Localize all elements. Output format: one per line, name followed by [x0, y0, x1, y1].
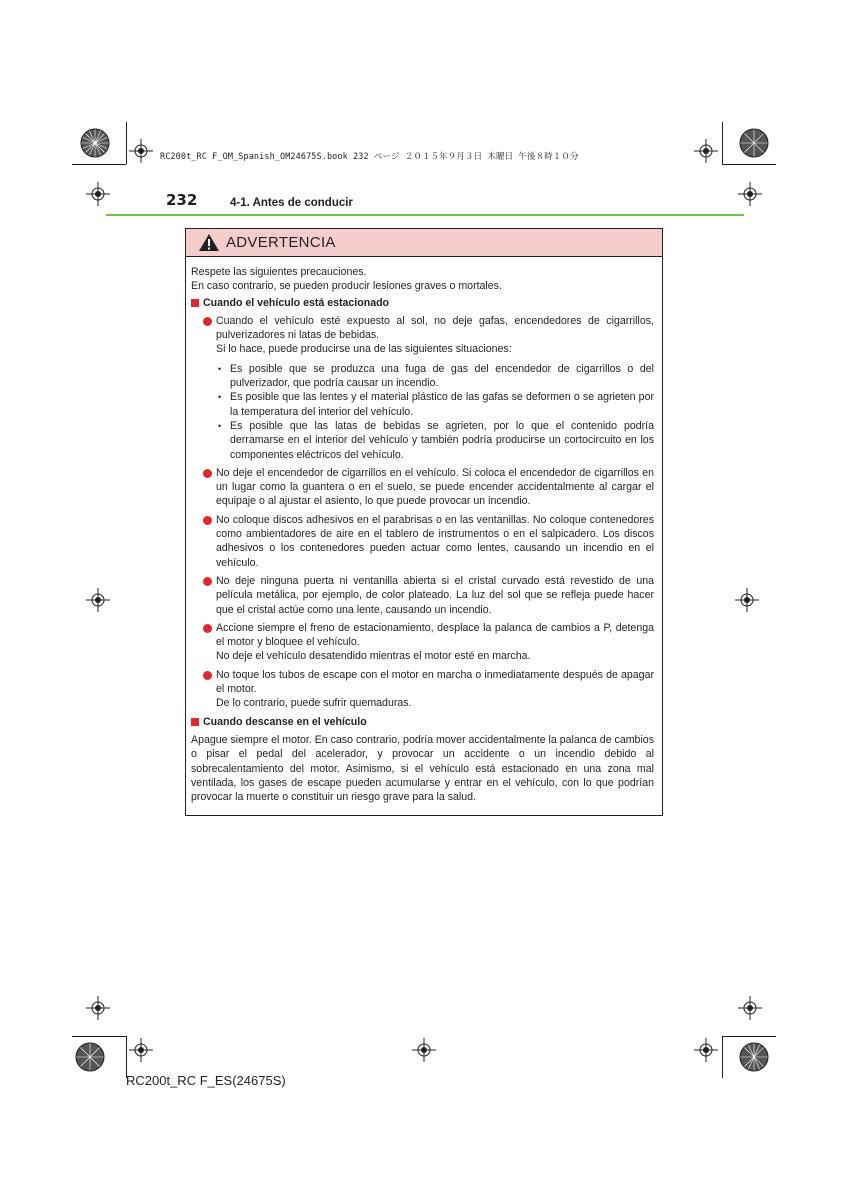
crop-line: [126, 122, 127, 164]
intro-line: En caso contrario, se pueden producir lesiones graves o mortales.: [191, 280, 502, 293]
registration-mark-icon: [86, 996, 110, 1020]
sub-item-text: Es posible que las lentes y el material plástico de las gafas se deformen o se agrieten por la temperatura del interior del vehículo.: [230, 391, 654, 418]
registration-mark-icon: [694, 1038, 718, 1062]
sub-list: [216, 362, 654, 462]
crop-line: [722, 1036, 723, 1078]
list-item: [203, 668, 654, 711]
list-item: [203, 574, 654, 617]
crop-line: [126, 1036, 127, 1078]
item-text: No toque los tubos de escape con el motor en marcha o inmediatamente después de apagar el motor.: [216, 668, 654, 696]
registration-mark-icon: [86, 588, 110, 612]
circle-bullet-icon: [203, 577, 212, 586]
print-header: RC200t_RC F_OM_Spanish_OM24675S.book 232 ページ ２０１５年９月３日 木曜日 午後８時１０分: [160, 152, 579, 162]
item-text: No deje ninguna puerta ni ventanilla abierta si el cristal curvado está revestido de una película metálica, por ejemplo, de color plateado. La luz del sol que se refleja puede hacer que el cristal actúe como una lente, causando un incendio.: [216, 574, 654, 616]
registration-mark-icon: [412, 1038, 436, 1062]
warning-box: [185, 228, 663, 816]
color-wheel-icon: [739, 1042, 769, 1072]
list-item: [203, 621, 654, 664]
subheading-text: Cuando descanse en el vehículo: [203, 715, 367, 728]
item-followup: Si lo hace, puede producirse una de las siguientes situaciones:: [216, 343, 512, 356]
item-text: No coloque discos adhesivos en el parabrisas o en las ventanillas. No coloque contenedores como ambientadores de aire en el tablero de instrumentos o en el salpicadero. Los discos adhesivos o los contenedores pueden actuar como lentes, causando un incendio en el vehículo.: [216, 513, 654, 569]
subheading: [191, 296, 654, 310]
intro-text: [191, 265, 654, 294]
sub-list-item: • Es posible que las lentes y el material plástico de las gafas se deformen o se agrieten por la temperatura del interior del vehículo.: [218, 391, 654, 418]
paragraph: Apague siempre el motor. En caso contrario, podría mover accidentalmente la palanca de cambios o pisar el pedal del acelerador, y provocar un accidente o un incendio debido al sobrecalentamiento del motor. Asimismo, si el vehículo está estacionado en una zona mal ventilada, los gases de escape pueden acumularse y entrar en el vehículo, con lo que podrían provocar la muerte o constituir un riesgo grave para la salud.: [191, 733, 654, 804]
square-bullet-icon: [191, 299, 199, 307]
item-followup: No deje el vehículo desatendido mientras el motor esté en marcha.: [216, 650, 531, 663]
section-title: 4-1. Antes de conducir: [230, 197, 353, 209]
square-bullet-icon: [191, 718, 199, 726]
warning-title: ADVERTENCIA: [226, 234, 336, 251]
crop-line: [72, 164, 126, 165]
header-rule: [106, 214, 744, 216]
circle-bullet-icon: [203, 516, 212, 525]
sub-list-item: • Es posible que las latas de bebidas se agrieten, por lo que el contenido podría derramarse en el interior del vehículo y también podría producirse un cortocircuito en los componentes eléctricos del vehículo.: [218, 419, 654, 461]
color-wheel-icon: [75, 1042, 105, 1072]
color-wheel-icon: [80, 128, 110, 158]
warning-header: [186, 229, 662, 257]
page-number: 232: [166, 191, 198, 209]
warning-body: [186, 257, 662, 804]
circle-bullet-icon: [203, 671, 212, 680]
registration-mark-icon: [735, 588, 759, 612]
subheading: [191, 715, 654, 729]
crop-line: [72, 1036, 126, 1037]
item-text: No deje el encendedor de cigarrillos en el vehículo. Si coloca el encendedor de cigarrillos en un lugar como la guantera o en el suelo, se puede encender accidentalmente al cargar el equipaje o al ajustar el asiento, lo que puede provocar un incendio.: [216, 466, 654, 508]
registration-mark-icon: [738, 182, 762, 206]
intro-line: Respete las siguientes precauciones.: [191, 266, 367, 278]
crop-line: [722, 122, 723, 164]
registration-mark-icon: [738, 996, 762, 1020]
registration-mark-icon: [694, 139, 718, 163]
crop-line: [722, 1036, 776, 1037]
footer-code: RC200t_RC F_ES(24675S): [126, 1073, 286, 1088]
warning-triangle-icon: [198, 233, 220, 252]
registration-mark-icon: [129, 1038, 153, 1062]
sub-item-text: Es posible que se produzca una fuga de gas del encendedor de cigarrillos o del pulverizador, que podría causar un incendio.: [230, 362, 654, 390]
list-item: [203, 513, 654, 570]
circle-bullet-icon: [203, 317, 212, 326]
item-text: Accione siempre el freno de estacionamiento, desplace la palanca de cambios a P, detenga el motor y bloquee el vehículo.: [216, 621, 654, 649]
list-item: [203, 466, 654, 509]
registration-mark-icon: [129, 139, 153, 163]
item-text: Cuando el vehículo esté expuesto al sol, no deje gafas, encendedores de cigarrillos, pulverizadores ni latas de bebidas.: [216, 314, 654, 342]
sub-item-text: Es posible que las latas de bebidas se agrieten, por lo que el contenido podría derramarse en el interior del vehículo y también podría producirse un cortocircuito en los componentes eléctricos del vehículo.: [230, 419, 654, 461]
item-followup: De lo contrario, puede sufrir quemaduras.: [216, 697, 412, 710]
sub-list-item: • Es posible que se produzca una fuga de gas del encendedor de cigarrillos o del pulverizador, que podría causar un incendio.: [218, 362, 654, 390]
list-item: [203, 314, 654, 462]
crop-line: [722, 164, 776, 165]
circle-bullet-icon: [203, 469, 212, 478]
registration-mark-icon: [86, 182, 110, 206]
color-wheel-icon: [739, 128, 769, 158]
subheading-text: Cuando el vehículo está estacionado: [203, 296, 390, 309]
circle-bullet-icon: [203, 624, 212, 633]
